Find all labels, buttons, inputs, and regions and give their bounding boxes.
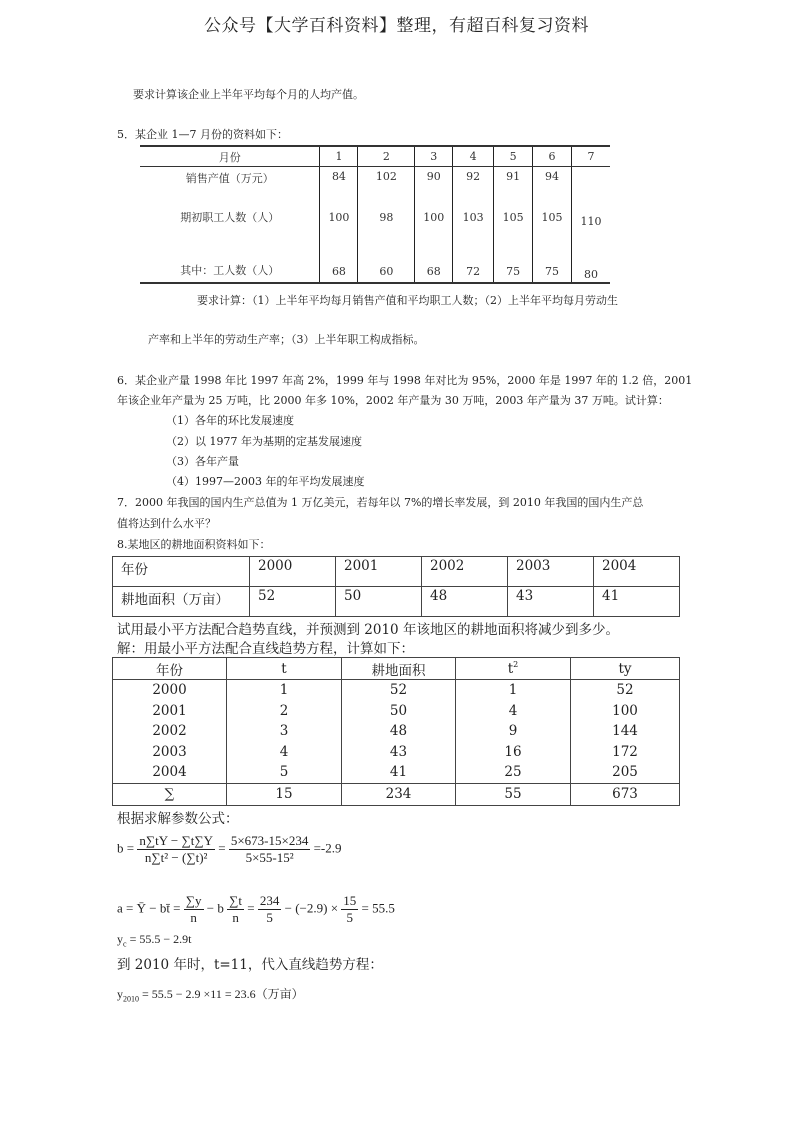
q8-calc-table [112, 657, 680, 806]
calc-cell: 144 [571, 721, 680, 742]
calc-cell: 2004 [152, 764, 187, 781]
calc-cell: 1 [456, 680, 571, 701]
calc-cell: 41 [342, 762, 456, 783]
q5-cell: 102 [358, 167, 415, 193]
q8-title: 8.某地区的耕地面积资料如下： [117, 538, 271, 551]
calc-cell: 2003 [152, 743, 187, 760]
formula-a-num1: ∑y [185, 893, 202, 908]
predict-y: y [117, 987, 123, 1001]
q5-table-row [140, 192, 610, 242]
formula-a-result: = 55.5 [361, 900, 395, 916]
q4-requirement: 要求计算该企业上半年平均每个月的人均产值。 [133, 88, 364, 101]
q5-cell: 110 [572, 192, 610, 242]
formula-b-values-denominator: 5×55-15² [245, 850, 294, 865]
q6-line1: 6．某企业产量 1998 年比 1997 年高 2%，1999 年与 1998 年对比为 95%，2000 年是 1997 年的 1.2 倍，2001 [117, 374, 693, 387]
q5-table-header-row [140, 146, 610, 167]
formula-a-frac1 [184, 893, 204, 926]
formula-a-mid: − b [206, 900, 224, 916]
q6-item: （3）各年产量 [166, 455, 239, 468]
formula-a-lhs: a = Ȳ − bt̄ = [117, 900, 181, 916]
q5-header-cell: 3 [415, 146, 453, 167]
calc-cell: 43 [342, 742, 456, 763]
formula-a-mid2: − (−2.9) × [284, 900, 339, 916]
q5-header-cell: 5 [494, 146, 533, 167]
q5-requirement-line1: 要求计算：（1）上半年平均每月销售产值和平均职工人数；（2）上半年平均每月劳动生 [197, 294, 618, 307]
q5-header-cell: 6 [533, 146, 572, 167]
q5-table [140, 145, 610, 284]
formula-a-den3: 5 [266, 910, 273, 925]
calc-table-row [113, 680, 680, 701]
formula-a-frac4 [341, 893, 358, 926]
trend-y: y [117, 932, 123, 946]
predict-rhs: = 55.5 − 2.9 ×11 = 23.6 [139, 987, 256, 1001]
trend-sub: c [123, 939, 127, 949]
formula-b-fraction [137, 833, 215, 866]
calc-cell: 100 [571, 701, 680, 722]
q8-cell: 52 [250, 587, 336, 617]
q6-item: （2）以 1977 年为基期的定基发展速度 [166, 435, 362, 448]
q5-table-row [140, 242, 610, 283]
calc-cell: 2 [227, 701, 342, 722]
calc-cell: 2000 [152, 682, 187, 699]
q5-row-label: 期初职工人数（人） [180, 211, 280, 224]
q5-row-label: 销售产值（万元） [185, 172, 274, 185]
calc-cell: 48 [342, 721, 456, 742]
calc-cell: 52 [342, 680, 456, 701]
q5-cell: 90 [415, 167, 453, 193]
q8-question: 试用最小平方法配合趋势直线，并预测到 2010 年该地区的耕地面积将减少到多少。 [117, 622, 619, 638]
q5-cell: 80 [572, 242, 610, 283]
q5-cell: 94 [533, 167, 572, 193]
sum-cell: 15 [227, 783, 342, 805]
q8-cell: 50 [336, 587, 422, 617]
q8-header-cell: 2000 [250, 557, 336, 587]
q8-header-cell: 2002 [422, 557, 508, 587]
t-squared-exponent: 2 [513, 660, 519, 669]
calc-table-row [113, 701, 680, 722]
q8-table-row [113, 587, 680, 617]
q5-cell: 92 [453, 167, 494, 193]
q5-cell: 60 [358, 242, 415, 283]
calc-cell: 9 [456, 721, 571, 742]
prediction-equation [117, 985, 304, 1003]
q5-cell: 100 [415, 192, 453, 242]
formula-a-num3: 234 [259, 893, 280, 908]
formula-a-den2: n [227, 909, 244, 926]
q5-cell: 72 [453, 242, 494, 283]
calc-table-row [113, 742, 680, 763]
sum-symbol-cell: ∑ [113, 783, 227, 805]
calc-header-cell: ty [571, 658, 680, 680]
formula-b-denominator: n∑t² − (∑t)² [144, 850, 208, 865]
formula-a [117, 893, 395, 926]
q5-cell: 68 [415, 242, 453, 283]
q5-cell: 98 [358, 192, 415, 242]
formula-b-numerator: n∑tY − ∑t∑Y [139, 833, 213, 848]
q8-header-cell: 2003 [508, 557, 594, 587]
q5-cell: 103 [453, 192, 494, 242]
calc-header-cell: t [227, 658, 342, 680]
q8-header-cell: 2001 [336, 557, 422, 587]
calc-cell: 52 [571, 680, 680, 701]
calc-cell: 205 [571, 762, 680, 783]
calc-table-sum-row [113, 783, 680, 805]
trend-equation [117, 932, 191, 948]
formula-a-den4: 5 [346, 910, 354, 925]
formula-a-frac2 [227, 893, 244, 926]
q5-cell: 84 [320, 167, 358, 193]
formula-b-result: =-2.9 [313, 840, 342, 856]
q5-header-cell: 2 [358, 146, 415, 167]
calc-cell: 1 [227, 680, 342, 701]
calc-cell: 3 [227, 721, 342, 742]
predict-sub: 2010 [123, 994, 139, 1004]
calc-cell: 2001 [152, 702, 187, 719]
q5-header-cell: 1 [320, 146, 358, 167]
trend-rhs: = 55.5 − 2.9t [126, 932, 192, 946]
q5-title: 5．某企业 1—7 月份的资料如下： [117, 128, 288, 141]
predict-intro: 到 2010 年时，t=11，代入直线趋势方程： [117, 957, 383, 973]
q8-cell: 43 [508, 587, 594, 617]
formula-b-equals: = [218, 840, 226, 856]
formula-a-num2: ∑t [229, 893, 243, 908]
q8-solution-intro: 解：用最小平方法配合直线趋势方程，计算如下： [117, 641, 414, 657]
q5-cell: 68 [320, 242, 358, 283]
calc-cell: 16 [456, 742, 571, 763]
q5-requirement-line2: 产率和上半年的劳动生产率；（3）上半年职工构成指标。 [148, 333, 425, 346]
q8-header-cell: 2004 [594, 557, 680, 587]
q5-cell: 100 [320, 192, 358, 242]
calc-table-row [113, 721, 680, 742]
page-header: 公众号【大学百科资料】整理，有超百科复习资料 [204, 16, 589, 36]
calc-cell: 2002 [152, 723, 187, 740]
calc-table-row [113, 762, 680, 783]
calc-header-cell: 年份 [113, 658, 227, 680]
calc-cell: 4 [456, 701, 571, 722]
calc-header-cell [456, 658, 571, 680]
q5-cell: 105 [533, 192, 572, 242]
formula-b [117, 833, 342, 866]
formula-b-values-fraction [229, 833, 311, 866]
calc-cell: 172 [571, 742, 680, 763]
q7-line2: 值将达到什么水平？ [117, 517, 216, 530]
formula-a-num4: 15 [343, 893, 357, 908]
q5-row-label: 其中：工人数（人） [140, 242, 320, 283]
predict-unit: （万亩） [255, 987, 304, 1001]
q8-cell: 41 [594, 587, 680, 617]
calc-cell: 25 [456, 762, 571, 783]
sum-cell: 234 [342, 783, 456, 805]
q7-line1: 7．2000 年我国的国内生产总值为 1 万亿美元，若每年以 7%的增长率发展，到 2010 年我国的国内生产总 [117, 496, 644, 509]
t-squared-base: t [507, 661, 514, 677]
calc-table-header-row [113, 658, 680, 680]
q5-header-cell: 月份 [140, 146, 320, 167]
calc-cell: 5 [227, 762, 342, 783]
q8-cell: 耕地面积（万亩） [113, 587, 250, 617]
sum-cell: 673 [571, 783, 680, 805]
q5-header-cell: 7 [572, 146, 610, 167]
q8-table-header-row [113, 557, 680, 587]
q5-cell: 91 [494, 167, 533, 193]
formula-a-equals: = [247, 900, 255, 916]
param-intro: 根据求解参数公式： [117, 811, 239, 827]
calc-cell: 50 [342, 701, 456, 722]
q8-cell: 48 [422, 587, 508, 617]
q5-cell: 75 [494, 242, 533, 283]
q5-cell: 105 [494, 192, 533, 242]
q6-item: （1）各年的环比发展速度 [166, 414, 294, 427]
formula-b-values-numerator: 5×673-15×234 [230, 833, 309, 848]
formula-a-frac3 [258, 893, 282, 926]
calc-cell: 4 [227, 742, 342, 763]
q8-header-cell: 年份 [113, 557, 250, 587]
q8-area-table [112, 556, 680, 617]
calc-header-cell: 耕地面积 [342, 658, 456, 680]
q5-cell: 75 [533, 242, 572, 283]
sum-cell: 55 [456, 783, 571, 805]
formula-a-den1: n [184, 909, 204, 926]
formula-b-lhs: b = [117, 840, 135, 856]
q5-cell [572, 167, 610, 193]
q6-line2: 年该企业年产量为 25 万吨，比 2000 年多 10%，2002 年产量为 30 万吨，2003 年产量为 37 万吨。试计算： [117, 394, 669, 407]
q5-table-row [140, 167, 610, 193]
q6-item: （4）1997—2003 年的年平均发展速度 [166, 475, 365, 488]
q5-header-cell: 4 [453, 146, 494, 167]
